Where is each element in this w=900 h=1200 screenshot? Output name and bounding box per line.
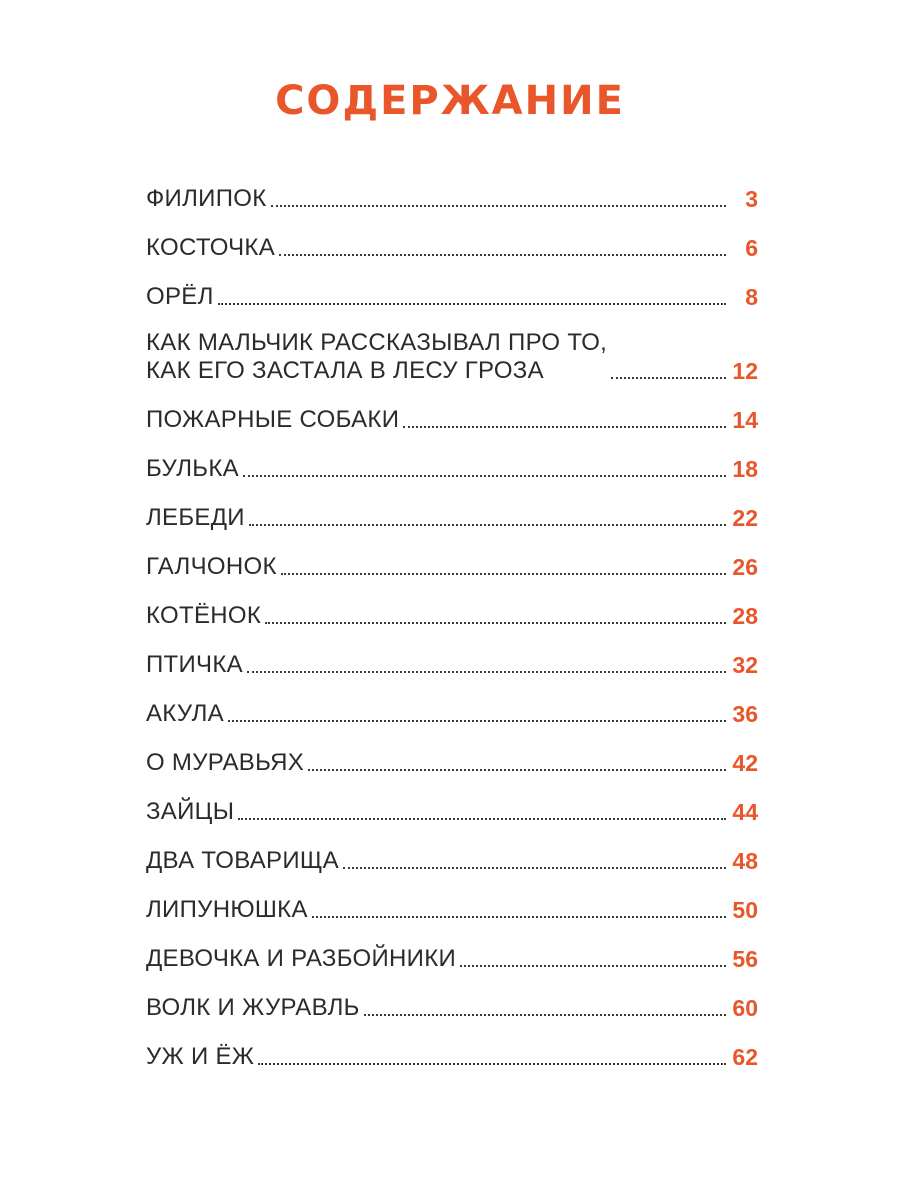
toc-entry[interactable] <box>146 783 758 832</box>
dot-leader <box>271 204 727 207</box>
toc-entry-page: 32 <box>732 652 758 678</box>
dot-leader <box>308 768 726 771</box>
toc-entry[interactable] <box>146 832 758 881</box>
dot-leader <box>403 425 726 428</box>
toc-entry-title: КОТЁНОК <box>146 602 262 629</box>
toc-entry-title: КАК МАЛЬЧИК РАССКАЗЫВАЛ ПРО ТО, КАК ЕГО ЗАСТАЛА В ЛЕСУ ГРОЗА <box>146 329 608 384</box>
toc-entry-title: ЗАЙЦЫ <box>146 798 235 825</box>
toc-entry[interactable] <box>146 979 758 1028</box>
toc-entry-title: УЖ И ЁЖ <box>146 1043 255 1070</box>
dot-leader <box>279 253 726 256</box>
toc-entry[interactable] <box>146 636 758 685</box>
dot-leader <box>364 1013 726 1016</box>
toc-entry-title: ДВА ТОВАРИЩА <box>146 847 339 874</box>
toc-entry-title: ПОЖАРНЫЕ СОБАКИ <box>146 406 400 433</box>
toc-entry-page: 62 <box>732 1044 758 1070</box>
toc-entry[interactable] <box>146 219 758 268</box>
dot-leader <box>238 817 726 820</box>
dot-leader <box>258 1062 726 1065</box>
toc-entry-page: 6 <box>745 235 758 261</box>
toc-entry-title: ВОЛК И ЖУРАВЛЬ <box>146 994 360 1021</box>
dot-leader <box>312 915 726 918</box>
toc-entry[interactable] <box>146 268 758 317</box>
toc-entry-title: ЛЕБЕДИ <box>146 504 245 531</box>
toc-entry-title: О МУРАВЬЯХ <box>146 749 305 776</box>
dot-leader <box>228 719 726 722</box>
dot-leader <box>265 621 726 624</box>
toc-entry-page: 50 <box>732 897 758 923</box>
dot-leader <box>611 376 726 379</box>
toc-entry-page: 22 <box>732 505 758 531</box>
dot-leader <box>460 964 726 967</box>
toc-entry[interactable] <box>146 317 758 391</box>
dot-leader <box>243 474 726 477</box>
toc-entry-title: ФИЛИПОК <box>146 185 267 212</box>
table-of-contents <box>146 170 758 1077</box>
toc-entry-title: ЛИПУНЮШКА <box>146 896 308 923</box>
toc-entry-page: 14 <box>732 407 758 433</box>
dot-leader <box>281 572 726 575</box>
toc-entry-page: 12 <box>732 358 758 384</box>
toc-entry-page: 56 <box>732 946 758 972</box>
toc-entry[interactable] <box>146 170 758 219</box>
toc-entry-title: ДЕВОЧКА И РАЗБОЙНИКИ <box>146 945 457 972</box>
toc-entry[interactable] <box>146 685 758 734</box>
toc-entry[interactable] <box>146 391 758 440</box>
toc-entry[interactable] <box>146 734 758 783</box>
toc-entry-title: АКУЛА <box>146 700 224 727</box>
dot-leader <box>343 866 726 869</box>
toc-entry[interactable] <box>146 489 758 538</box>
dot-leader <box>247 670 726 673</box>
toc-entry-page: 8 <box>745 284 758 310</box>
toc-entry-title: ПТИЧКА <box>146 651 243 678</box>
toc-entry-page: 42 <box>732 750 758 776</box>
toc-entry-page: 60 <box>732 995 758 1021</box>
toc-entry-title: БУЛЬКА <box>146 455 239 482</box>
dot-leader <box>218 302 726 305</box>
toc-entry-title: ГАЛЧОНОК <box>146 553 277 580</box>
page-title: СОДЕРЖАНИЕ <box>275 78 625 124</box>
toc-entry[interactable] <box>146 930 758 979</box>
toc-entry-page: 26 <box>732 554 758 580</box>
toc-entry-page: 18 <box>732 456 758 482</box>
toc-entry-page: 48 <box>732 848 758 874</box>
toc-entry-title: ОРЁЛ <box>146 283 214 310</box>
toc-entry[interactable] <box>146 440 758 489</box>
toc-entry-page: 3 <box>745 186 758 212</box>
toc-entry[interactable] <box>146 881 758 930</box>
dot-leader <box>249 523 726 526</box>
toc-entry[interactable] <box>146 1028 758 1077</box>
toc-entry-title: КОСТОЧКА <box>146 234 276 261</box>
toc-entry-page: 44 <box>732 799 758 825</box>
toc-entry[interactable] <box>146 587 758 636</box>
toc-entry[interactable] <box>146 538 758 587</box>
toc-entry-page: 36 <box>732 701 758 727</box>
toc-entry-page: 28 <box>732 603 758 629</box>
